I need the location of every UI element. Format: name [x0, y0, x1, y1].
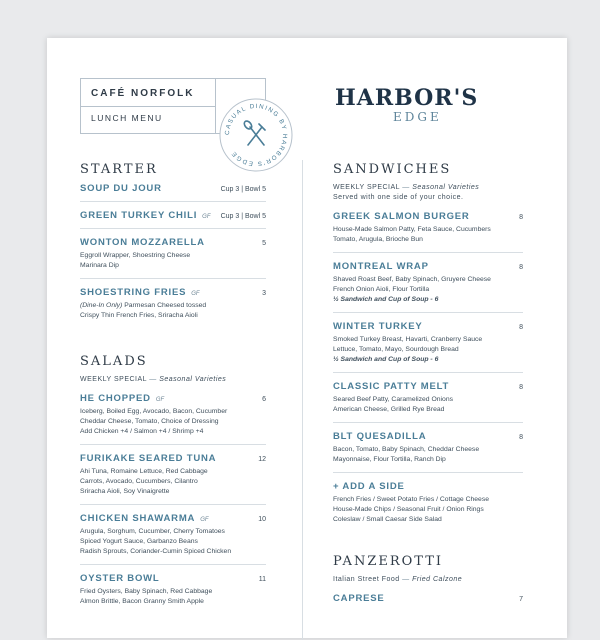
item-description	[80, 301, 266, 321]
item-description	[333, 445, 523, 465]
half-sandwich-special: ½ Sandwich and Cup of Soup - 6	[333, 296, 439, 303]
item-name: HE CHOPPED	[80, 393, 151, 404]
gf-badge: GF	[202, 214, 211, 220]
note-label: WEEKLY SPECIAL	[333, 184, 400, 191]
item-description	[333, 395, 523, 415]
desc-line: House-Made Chips / Seasonal Fruit / Onion Rings	[333, 506, 484, 513]
item-description	[80, 527, 266, 557]
item-price: 8	[519, 324, 523, 331]
menu-item	[333, 261, 523, 313]
item-name: OYSTER BOWL	[80, 573, 160, 584]
note-text: Seasonal Varieties	[159, 376, 227, 383]
desc-line: Bacon, Tomato, Baby Spinach, Cheddar Cheese	[333, 446, 480, 453]
desc-line: House-Made Salmon Patty, Feta Sauce, Cucumbers	[333, 226, 491, 233]
item-description	[333, 225, 523, 245]
menu-item	[80, 573, 266, 614]
item-price: 10	[258, 516, 266, 523]
desc-line: Mayonnaise, Flour Tortilla, Ranch Dip	[333, 456, 446, 463]
desc-line: Radish Sprouts, Coriander-Cumin Spiced Chicken	[80, 548, 232, 555]
desc-line: Tomato, Arugula, Brioche Bun	[333, 236, 423, 243]
note-dash: —	[402, 184, 410, 191]
item-name: SHOESTRING FRIES	[80, 287, 187, 298]
menu-item	[80, 393, 266, 445]
item-price: 8	[519, 214, 523, 221]
menu-label: LUNCH MENU	[91, 113, 163, 123]
item-name: CAPRESE	[333, 593, 385, 604]
item-price: 11	[258, 576, 266, 583]
item-price: 6	[262, 396, 266, 403]
desc-line: Spiced Yogurt Sauce, Garbanzo Beans	[80, 538, 198, 545]
desc-line: Iceberg, Boiled Egg, Avocado, Bacon, Cucumber	[80, 408, 228, 415]
gf-badge: GF	[191, 291, 200, 297]
desc-line: Smoked Turkey Breast, Havarti, Cranberry Sauce	[333, 336, 483, 343]
note-label: Italian Street Food	[333, 576, 400, 583]
note-line2: Served with one side of your choice.	[333, 194, 464, 201]
item-name: GREEK SALMON BURGER	[333, 211, 470, 222]
gf-badge: GF	[200, 517, 209, 523]
desc-line: Sriracha Aioli, Soy Vinaigrette	[80, 488, 170, 495]
dine-in-note: (Dine-In Only)	[80, 302, 123, 309]
left-column	[80, 162, 266, 622]
desc-line: Fried Oysters, Baby Spinach, Red Cabbage	[80, 588, 213, 595]
section-title-salads: SALADS	[80, 354, 148, 369]
half-sandwich-special: ½ Sandwich and Cup of Soup - 6	[333, 356, 439, 363]
item-price: Cup 3 | Bowl 5	[220, 186, 266, 193]
item-name: MONTREAL WRAP	[333, 261, 429, 272]
menu-item	[333, 211, 523, 253]
item-name: WONTON MOZZARELLA	[80, 237, 205, 248]
desc-line: Carrots, Avocado, Cucumbers, Cilantro	[80, 478, 198, 485]
section-title-sandwiches: SANDWICHES	[333, 162, 452, 177]
gf-badge: GF	[155, 397, 165, 403]
item-name: FURIKAKE SEARED TUNA	[80, 453, 217, 464]
item-description	[80, 587, 266, 607]
note-label: WEEKLY SPECIAL	[80, 376, 147, 383]
item-description	[80, 467, 266, 497]
right-column	[333, 162, 523, 619]
item-price: 8	[519, 264, 523, 271]
item-price: 8	[519, 384, 523, 391]
menu-item	[333, 431, 523, 473]
desc-line	[80, 301, 266, 311]
menu-item	[80, 287, 266, 328]
desc-line: Almon Brittle, Bacon Granny Smith Apple	[80, 598, 204, 605]
item-description	[80, 407, 266, 437]
desc-text: Parmesan Cheesed tossed	[122, 302, 207, 309]
section-title-panzerotti: PANZEROTTI	[333, 554, 444, 569]
desc-line: Seared Beef Patty, Caramelized Onions	[333, 396, 454, 403]
menu-sheet	[47, 38, 567, 638]
desc-line: Eggroll Wrapper, Shoestring Cheese	[80, 252, 191, 259]
desc-line: Cheddar Cheese, Tomato, Choice of Dressing	[80, 418, 219, 425]
menu-item	[80, 513, 266, 565]
item-description	[333, 275, 523, 305]
seal-text: CASUAL DINING BY HARBOR'S EDGE	[223, 102, 289, 168]
item-price: 12	[258, 456, 266, 463]
harbors-logo: HARBOR'S	[335, 85, 479, 111]
note-text: Seasonal Varieties	[412, 184, 480, 191]
section-title-starter: STARTER	[80, 162, 158, 177]
item-name: SOUP DU JOUR	[80, 183, 162, 194]
desc-line: Add Chicken +4 / Salmon +4 / Shrimp +4	[80, 428, 204, 435]
item-name: WINTER TURKEY	[333, 321, 423, 332]
menu-item	[80, 237, 266, 279]
desc-line: French Fries / Sweet Potato Fries / Cottage Cheese	[333, 496, 490, 503]
menu-item	[333, 593, 523, 611]
add-a-side	[333, 481, 523, 532]
desc-line: Coleslaw / Small Caesar Side Salad	[333, 516, 442, 523]
cafe-name: CAFÉ NORFOLK	[91, 88, 195, 99]
desc-line: Shaved Roast Beef, Baby Spinach, Gruyere Cheese	[333, 276, 491, 283]
note-dash: —	[149, 376, 157, 383]
item-description	[80, 251, 266, 271]
item-name: GREEN TURKEY CHILI	[80, 210, 198, 221]
item-price: 7	[519, 596, 523, 603]
item-name: + ADD A SIDE	[333, 481, 405, 492]
desc-line: Ahi Tuna, Romaine Lettuce, Red Cabbage	[80, 468, 208, 475]
item-price: Cup 3 | Bowl 5	[220, 213, 266, 220]
panzerotti-note	[333, 575, 523, 585]
desc-line: Marinara Dip	[80, 262, 119, 269]
item-price: 3	[262, 290, 266, 297]
menu-item	[333, 321, 523, 373]
sandwiches-note	[333, 183, 523, 203]
desc-line: American Cheese, Grilled Rye Bread	[333, 406, 445, 413]
item-price: 8	[519, 434, 523, 441]
salads-note	[80, 375, 266, 385]
item-name: BLT QUESADILLA	[333, 431, 427, 442]
harbors-logo-sub: EDGE	[393, 110, 442, 124]
item-description	[333, 335, 523, 365]
menu-item	[80, 210, 266, 229]
note-dash: —	[402, 576, 410, 583]
desc-line: French Onion Aioli, Flour Tortilla	[333, 286, 430, 293]
item-price: 5	[262, 240, 266, 247]
item-description	[333, 495, 523, 525]
desc-line: Arugula, Sorghum, Cucumber, Cherry Tomatoes	[80, 528, 225, 535]
brand-divider	[81, 106, 215, 107]
item-name: CHICKEN SHAWARMA	[80, 513, 196, 524]
menu-item	[80, 183, 266, 202]
item-name: CLASSIC PATTY MELT	[333, 381, 450, 392]
column-divider	[302, 160, 303, 640]
brand-vline	[215, 79, 216, 133]
desc-line: Crispy Thin French Fries, Sriracha Aioli	[80, 312, 198, 319]
menu-item	[80, 453, 266, 505]
note-text: Fried Calzone	[412, 576, 463, 583]
menu-item	[333, 381, 523, 423]
desc-line: Lettuce, Tomato, Mayo, Sourdough Bread	[333, 346, 459, 353]
